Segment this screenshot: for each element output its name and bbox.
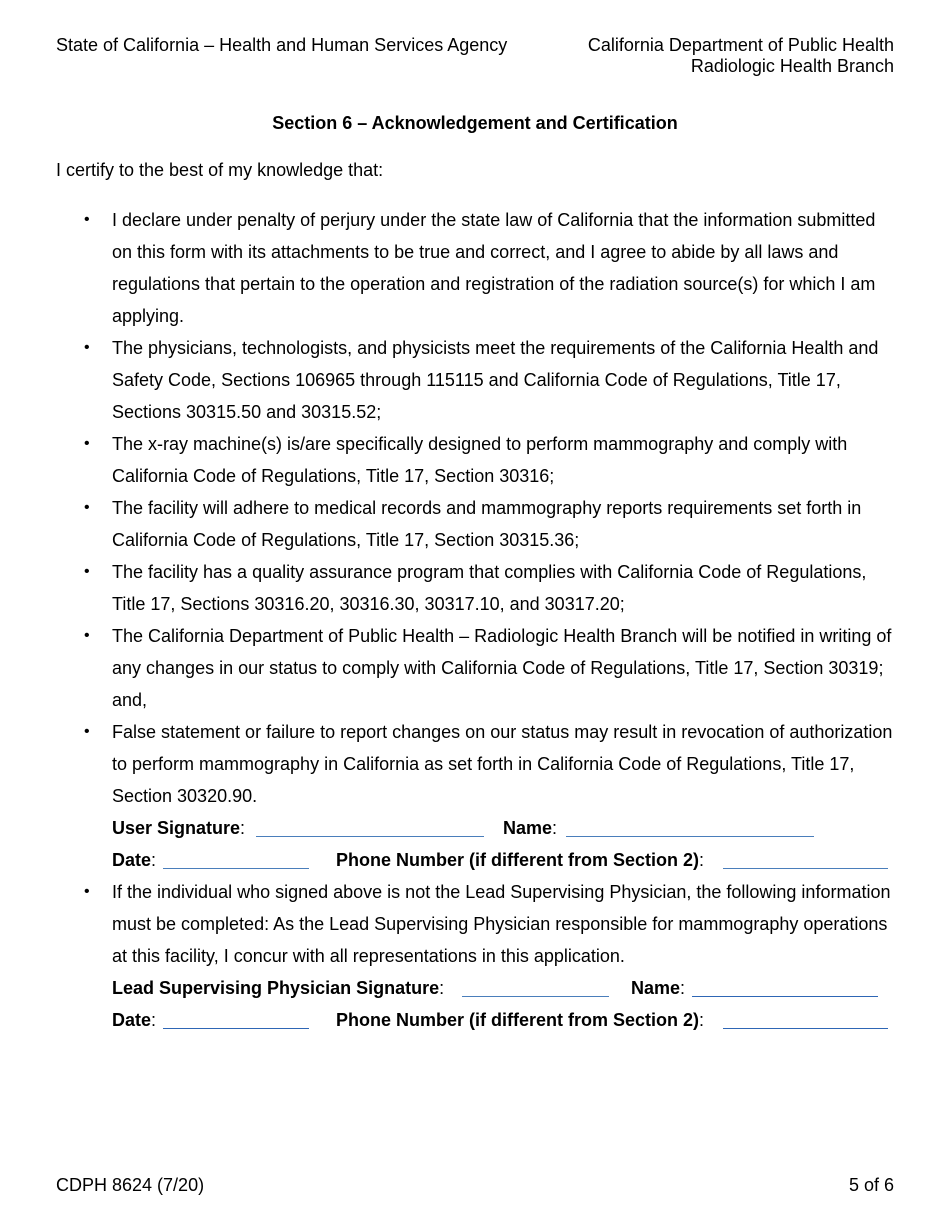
list-item-text: The x-ray machine(s) is/are specifically designed to perform mammography and comply with California Code of Regulations, Title 17, Section 30316; [112, 434, 848, 486]
lead-name-field[interactable] [692, 996, 878, 997]
lead-signature-field[interactable] [462, 996, 609, 997]
user-signature-field[interactable] [256, 836, 484, 837]
bullet-icon: • [84, 339, 90, 356]
user-signature-fields [112, 812, 894, 876]
lead-phone-label-group [336, 1004, 704, 1036]
list-item [0, 716, 894, 876]
lead-phone-label: Phone Number (if different from Section 2) [336, 1010, 700, 1030]
user-date-label-group [112, 844, 156, 876]
user-signature-label: User Signature [112, 818, 241, 838]
bullet-icon: • [84, 435, 90, 452]
list-item [0, 332, 894, 428]
colon: : [151, 1010, 157, 1030]
user-signature-row [112, 812, 894, 844]
user-name-label-group [503, 812, 557, 844]
header-agency: State of California – Health and Human Services Agency [56, 35, 508, 55]
colon: : [699, 1010, 705, 1030]
lead-signature-row [112, 972, 894, 1004]
list-item [0, 556, 894, 620]
bullet-icon: • [84, 211, 90, 228]
list-item [0, 620, 894, 716]
lead-signature-label: Lead Supervising Physician Signature [112, 978, 440, 998]
colon: : [680, 978, 686, 998]
user-phone-label: Phone Number (if different from Section 2) [336, 850, 700, 870]
lead-name-label-group [631, 972, 685, 1004]
list-item [0, 492, 894, 556]
page-number: 5 of 6 [848, 1175, 894, 1195]
header-branch: Radiologic Health Branch [690, 56, 894, 76]
lead-signature-fields [112, 972, 894, 1036]
lead-name-label: Name [631, 978, 681, 998]
section-title: Section 6 – Acknowledgement and Certification [272, 113, 678, 133]
bullet-icon: • [84, 627, 90, 644]
list-item-text: The facility has a quality assurance program that complies with California Code of Regulations, Title 17, Sections 30316.20, 30316.30, 30317.10, and 30317.20; [112, 562, 867, 614]
header-department: California Department of Public Health [587, 35, 894, 55]
list-item [0, 204, 894, 332]
lead-date-label: Date [112, 1010, 152, 1030]
user-date-label: Date [112, 850, 152, 870]
list-item-text: The facility will adhere to medical records and mammography reports requirements set forth in California Code of Regulations, Title 17, Section 30315.36; [112, 498, 862, 550]
form-id: CDPH 8624 (7/20) [56, 1175, 205, 1195]
lead-phone-field[interactable] [723, 1028, 888, 1029]
intro-text: I certify to the best of my knowledge that: [56, 160, 384, 180]
user-date-field[interactable] [163, 868, 309, 869]
user-phone-label-group [336, 844, 704, 876]
list-item [0, 428, 894, 492]
user-phone-field[interactable] [723, 868, 888, 869]
bullet-icon: • [84, 883, 90, 900]
list-item-text: The California Department of Public Health – Radiologic Health Branch will be notified in writing of any changes in our status to comply with California Code of Regulations, Title 17, Section 30319; and, [112, 626, 892, 710]
user-signature-label-group [112, 812, 245, 844]
list-item-text: False statement or failure to report changes on our status may result in revocation of authorization to perform mammography in California as set forth in California Code of Regulations, Title 17, Section 30320.90. [112, 722, 893, 806]
colon: : [151, 850, 157, 870]
certification-list [0, 204, 894, 1036]
colon: : [552, 818, 558, 838]
list-item-text: The physicians, technologists, and physicists meet the requirements of the California Health and Safety Code, Sections 106965 through 115115 and California Code of Regulations, Title 17, Sections 30315.50 and 30315.52; [112, 338, 879, 422]
lead-date-label-group [112, 1004, 156, 1036]
user-date-row [112, 844, 894, 876]
list-item [0, 876, 894, 1036]
bullet-icon: • [84, 563, 90, 580]
lead-date-row [112, 1004, 894, 1036]
header-department-block [588, 35, 894, 77]
bullet-icon: • [84, 723, 90, 740]
lead-signature-label-group [112, 972, 444, 1004]
user-name-label: Name [503, 818, 553, 838]
colon: : [699, 850, 705, 870]
bullet-icon: • [84, 499, 90, 516]
colon: : [240, 818, 246, 838]
user-name-field[interactable] [566, 836, 814, 837]
list-item-text: I declare under penalty of perjury under the state law of California that the information submitted on this form with its attachments to be true and correct, and I agree to abide by all laws and regulations that pertain to the operation and registration of the radiation source(s) for which I am applying. [112, 210, 876, 326]
list-item-text: If the individual who signed above is not the Lead Supervising Physician, the following information must be completed: As the Lead Supervising Physician responsible for mammography operations at this facility, I concur with all representations in this application. [112, 882, 891, 966]
lead-date-field[interactable] [163, 1028, 309, 1029]
colon: : [439, 978, 445, 998]
